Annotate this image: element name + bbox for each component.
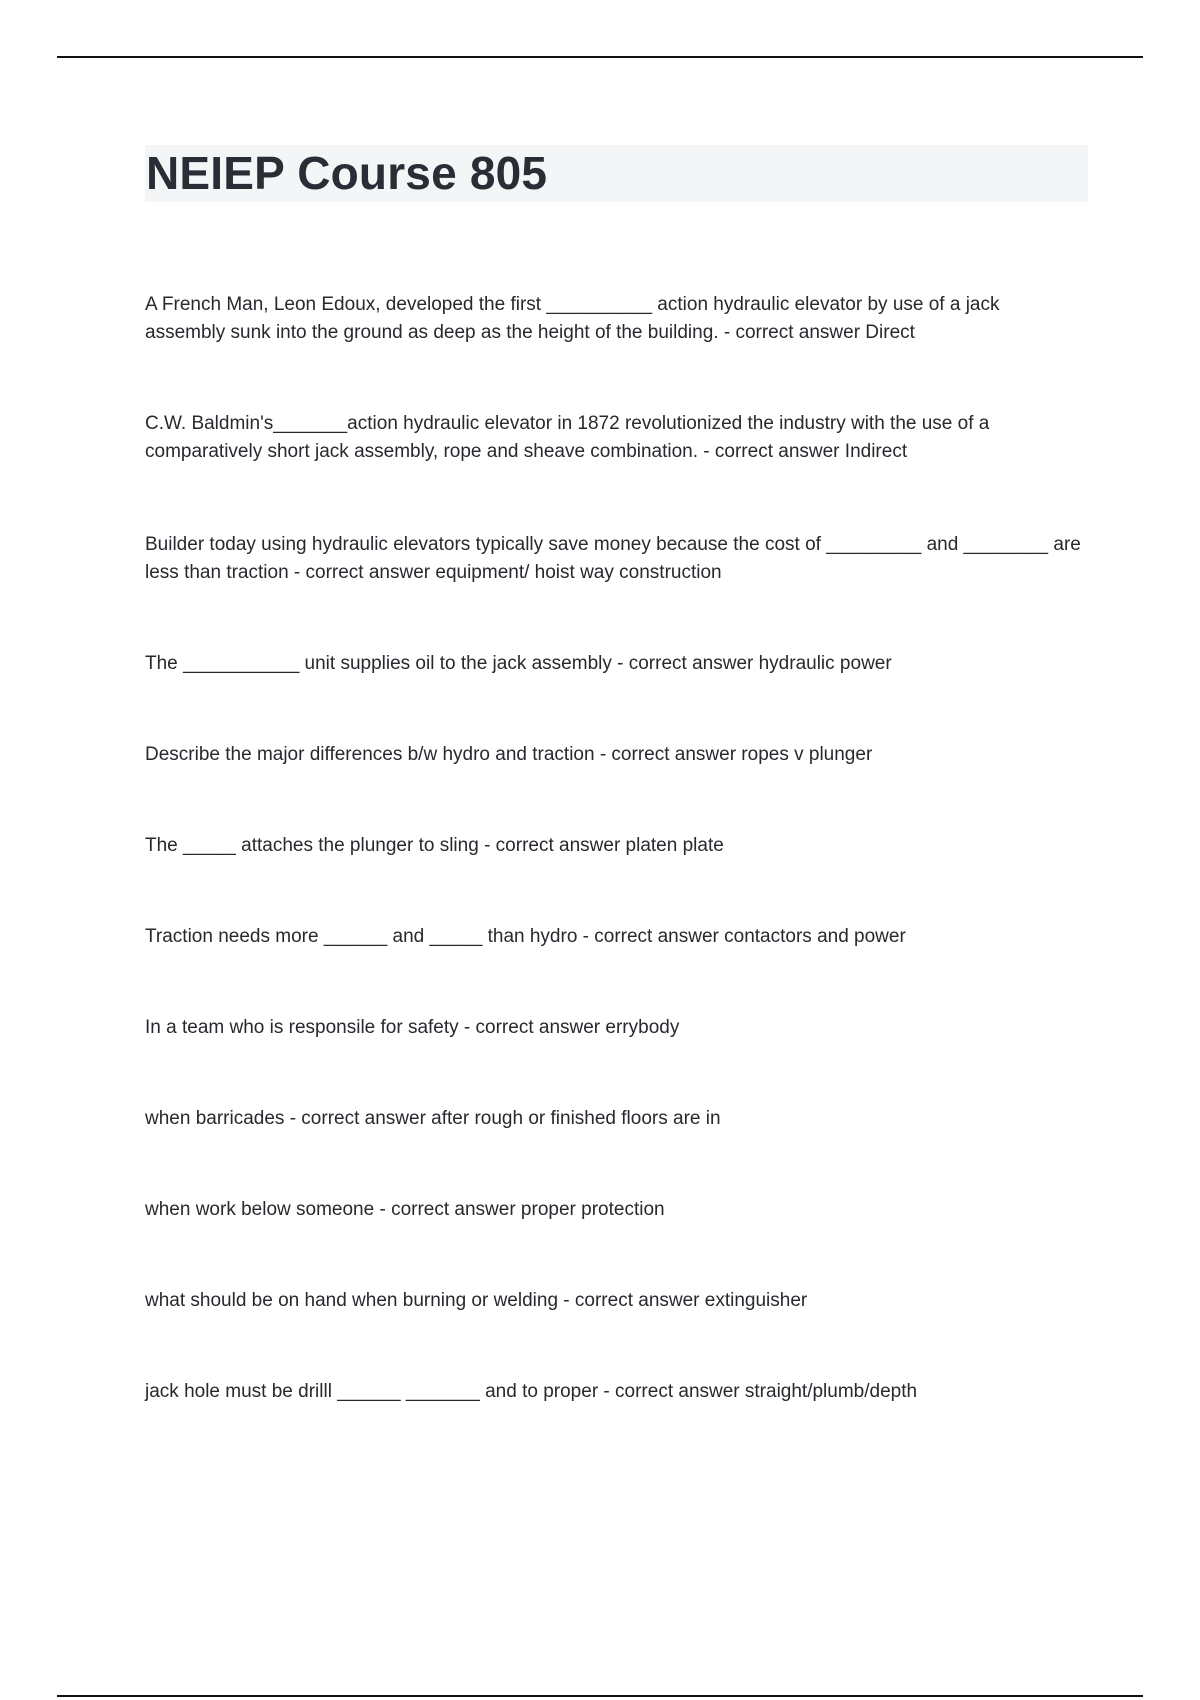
- qa-item-7: Traction needs more ______ and _____ than hydro - correct answer contactors and power: [145, 926, 906, 947]
- qa-item-5: Describe the major differences b/w hydro and traction - correct answer ropes v plunger: [145, 744, 873, 765]
- qa-item-6: The _____ attaches the plunger to sling - correct answer platen plate: [145, 835, 724, 856]
- qa-item-4: The ___________ unit supplies oil to the jack assembly - correct answer hydraulic power: [145, 653, 892, 674]
- qa-item-9: when barricades - correct answer after rough or finished floors are in: [145, 1108, 721, 1129]
- qa-item-12: jack hole must be drilll ______ _______ and to proper - correct answer straight/plumb/depth: [145, 1381, 918, 1402]
- page-title: NEIEP Course 805: [146, 147, 548, 199]
- qa-item-11: what should be on hand when burning or welding - correct answer extinguisher: [145, 1290, 808, 1311]
- qa-item-10: when work below someone - correct answer proper protection: [145, 1199, 665, 1220]
- qa-item-2: C.W. Baldmin's_______action hydraulic elevator in 1872 revolutionized the industry with the use of a comparatively short jack assembly, rope and sheave combination. - correct answer Indirect: [145, 413, 990, 462]
- qa-item-1: A French Man, Leon Edoux, developed the first __________ action hydraulic elevator by use of a jack assembly sunk into the ground as deep as the height of the building. - correct answer Direct: [145, 294, 1000, 343]
- top-rule: [57, 56, 1143, 58]
- bottom-rule: [57, 1695, 1143, 1697]
- qa-item-8: In a team who is responsile for safety - correct answer errybody: [145, 1017, 680, 1038]
- qa-item-3: Builder today using hydraulic elevators typically save money because the cost of _________ and ________ are less than traction - correct answer equipment/ hoist way construction: [145, 534, 1081, 583]
